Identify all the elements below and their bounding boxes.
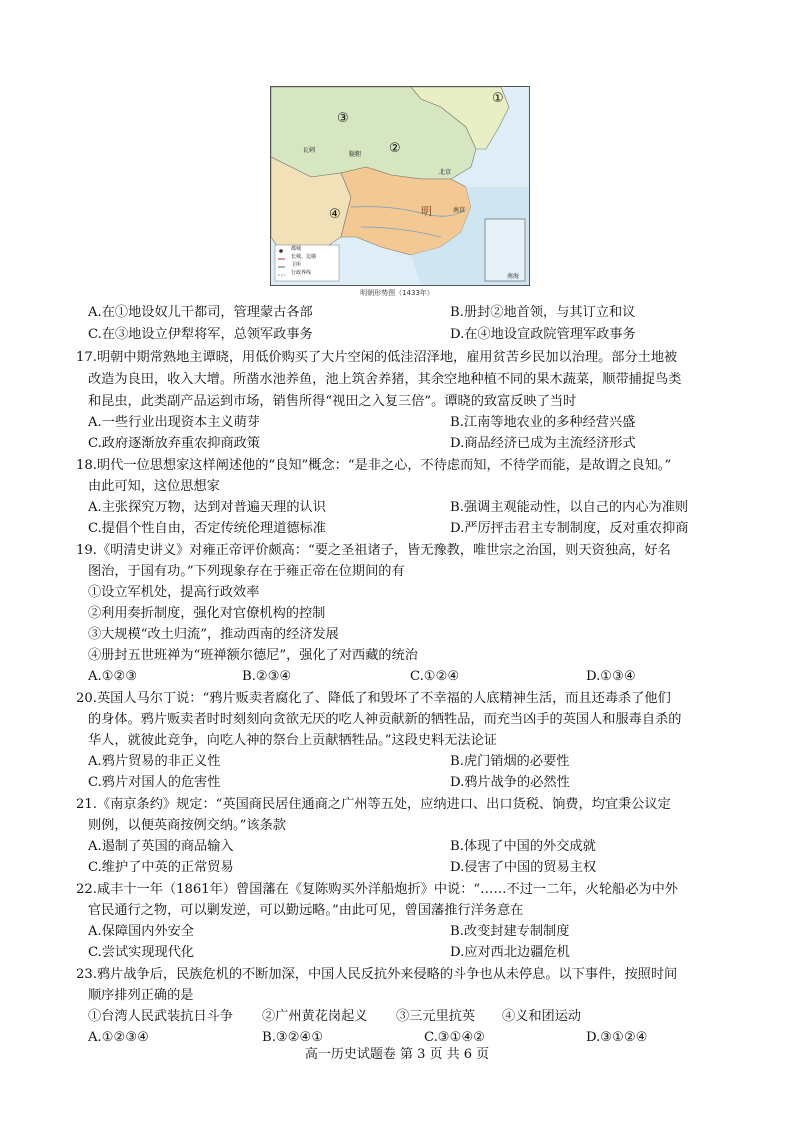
q17-option-d: D.商品经济已成为主流经济形式: [450, 436, 636, 451]
q20-option-c: C.鸦片对国人的危害性: [88, 775, 221, 790]
map-small-label-dada: 鞑靼: [349, 151, 362, 158]
q20-option-a: A.鸦片贸易的非正义性: [88, 754, 221, 769]
q20-stem-line: 的身体。鸦片贩卖者时时刻刻向贪欲无厌的吃人神贡献新的牺牲品，而充当凶手的英国人和服毒自杀的: [88, 712, 682, 727]
q23-item: ③三元里抗英: [396, 1009, 476, 1024]
q17-stem-line: 改造为良田，收入大增。所凿水池养鱼，池上筑舍养猪，其余空地种植不同的果木蔬菜，顺带捕捉鸟类: [88, 372, 682, 387]
q16-option-a: A.在①地设奴儿干都司，管理蒙古各部: [88, 305, 313, 320]
map-small-label-wala: 瓦剌: [303, 147, 316, 154]
legend-item: 长城、边墙: [291, 254, 317, 260]
ming-map-figure: [270, 86, 530, 286]
q22-option-c: C.尝试实现现代化: [88, 945, 195, 960]
q22-stem-line: 官民通行之物，可以剿发逆，可以勤远略。”由此可见，曾国藩推行洋务意在: [88, 903, 524, 918]
map-label-3: ③: [337, 111, 349, 126]
q19-stem-line: 图治，于国有功。”下列现象存在于雍正帝在位期间的有: [88, 564, 405, 579]
q23-option-c: C.③①④②: [424, 1030, 486, 1045]
map-label-4: ④: [329, 207, 341, 222]
q18-option-d: D.严厉抨击君主专制制度，反对重农抑商: [450, 521, 689, 536]
q16-option-d: D.在④地设宣政院管理军政事务: [450, 327, 636, 342]
map-caption: 明朝形势图（1433年）: [360, 289, 434, 297]
map-region-ming: 明: [421, 205, 432, 218]
q23-stem-line: 23.鸦片战争后，民族危机的不断加深，中国人民反抗外来侵略的斗争也从未停息。以下事件，按照时间: [76, 967, 678, 982]
map-label-2: ②: [389, 141, 401, 156]
q18-option-b: B.强调主观能动性，以自己的内心为准则: [450, 500, 689, 515]
q23-stem-line: 顺序排列正确的是: [88, 988, 194, 1003]
q20-option-d: D.鸦片战争的必然性: [450, 775, 570, 790]
q17-option-b: B.江南等地农业的多种经营兴盛: [450, 415, 636, 430]
q19-item: ①设立军机处，提高行政效率: [88, 585, 260, 600]
legend-item: 卫所: [291, 262, 302, 268]
q16-option-c: C.在③地设立伊犁将军，总领军政事务: [88, 327, 313, 342]
q22-option-d: D.应对西北边疆危机: [450, 945, 570, 960]
q23-item: ④义和团运动: [502, 1009, 582, 1024]
q19-option-a: A.①②③: [88, 669, 138, 684]
q17-stem-line: 和昆虫，此类副产品运到市场，销售所得“视田之入复三倍”。谭晓的致富反映了当时: [88, 394, 577, 409]
q20-option-b: B.虎门销烟的必要性: [450, 754, 570, 769]
q23-item: ②广州黄花岗起义: [262, 1009, 368, 1024]
q23-option-a: A.①②③④: [88, 1030, 150, 1045]
q23-option-d: D.③①②④: [586, 1030, 648, 1045]
map-small-label-nanhai: 南海: [507, 273, 520, 280]
q21-option-d: D.侵害了中国的贸易主权: [450, 860, 597, 875]
q21-stem-line: 则例，以便英商按例交纳。”该条款: [88, 818, 286, 833]
q22-option-b: B.改变封建专制制度: [450, 924, 570, 939]
q18-option-a: A.主张探究万物，达到对普遍天理的认识: [88, 500, 326, 515]
q17-option-c: C.政府逐渐放弃重农抑商政策: [88, 436, 261, 451]
q23-option-b: B.③②④①: [262, 1030, 324, 1045]
q22-stem-line: 22.咸丰十一年（1861年）曾国藩在《复陈购买外洋船炮折》中说：“……不过一二年，火轮船必为中外: [76, 882, 678, 897]
map-small-label-beijing: 北京: [439, 169, 452, 176]
q22-option-a: A.保障国内外安全: [88, 924, 195, 939]
map-small-label-nanjing: 南京: [453, 207, 466, 214]
q18-option-c: C.提倡个性自由，否定传统伦理道德标准: [88, 521, 326, 536]
q18-stem-line: 18.明代一位思想家这样阐述他的“良知”概念：“是非之心，不待虑而知，不待学而能，是故谓之良知。”: [76, 458, 672, 473]
legend-item: 都城: [291, 246, 302, 252]
map-label-1: ①: [492, 91, 504, 106]
page-footer: 高一历史试题卷 第 3 页 共 6 页: [304, 1047, 490, 1062]
q17-stem-line: 17.明朝中期常熟地主谭晓，用低价购买了大片空闲的低洼沼泽地，雇用贫苦乡民加以治理。部分土地被: [76, 350, 678, 365]
q17-option-a: A.一些行业出现资本主义萌芽: [88, 415, 260, 430]
q19-stem-line: 19.《明清史讲义》对雍正帝评价颇高：“要之圣祖诸子，皆无豫教，唯世宗之治国，则天资独高，好名: [76, 543, 671, 558]
q21-option-c: C.维护了中英的正常贸易: [88, 860, 234, 875]
q20-stem-line: 华人，就彼此竞争，向吃人神的祭台上贡献牺牲品。”这段史料无法论证: [88, 733, 497, 748]
map-legend: [291, 245, 316, 277]
q19-item: ③大规模“改土归流”，推动西南的经济发展: [88, 627, 339, 642]
q19-option-b: B.②③④: [242, 669, 292, 684]
q19-item: ②利用奏折制度，强化对官僚机构的控制: [88, 606, 326, 621]
q20-stem-line: 20.英国人马尔丁说：“鸦片贩卖者腐化了、降低了和毁坏了不幸福的人底精神生活，而且还毒杀了他们: [76, 691, 671, 706]
q23-item: ①台湾人民武装抗日斗争: [88, 1009, 234, 1024]
q18-stem-line: 由此可知，这位思想家: [88, 479, 220, 494]
q16-option-b: B.册封②地首领，与其订立和议: [450, 305, 636, 320]
q19-item: ④册封五世班禅为“班禅额尔德尼”，强化了对西藏的统治: [88, 648, 418, 663]
legend-item: 行政界线: [291, 270, 312, 276]
q21-option-a: A.遏制了英国的商品输入: [88, 839, 234, 854]
q19-option-d: D.①③④: [586, 669, 636, 684]
q19-option-c: C.①②④: [410, 669, 460, 684]
q21-stem-line: 21.《南京条约》规定：“英国商民居住通商之广州等五处，应纳进口、出口货税、饷费，均宜秉公议定: [76, 797, 671, 812]
q21-option-b: B.体现了中国的外交成就: [450, 839, 596, 854]
